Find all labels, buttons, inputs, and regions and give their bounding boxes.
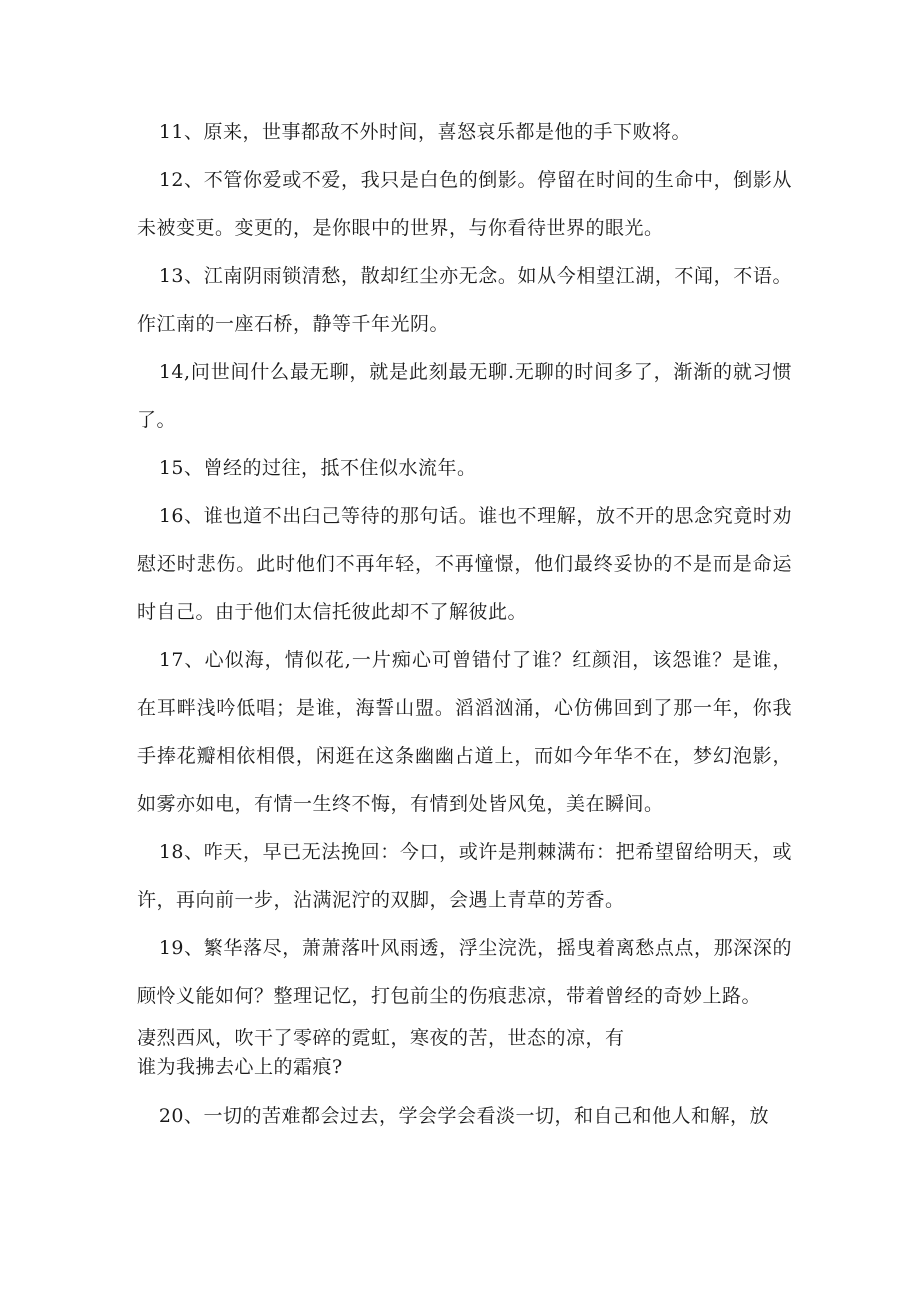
paragraph-15: 15、曾经的过往，抵不住似水流年。: [158, 457, 477, 479]
paragraph-13: 13、江南阴雨锁清愁，散却红尘亦无念。如从今相望江湖，不闻，不语。作江南的一座石桥，静等千年光阴。: [137, 265, 792, 335]
paragraph-19: 19、繁华落尽，萧萧落叶风雨透，浮尘浣洗，摇曳着离愁点点，那深深的顾怜义能如何？整理记忆，打包前尘的伤痕悲凉，带着曾经的奇妙上路。: [137, 937, 792, 1007]
paragraph-14: 14,问世间什么最无聊，就是此刻最无聊.无聊的时间多了，渐渐的就习惯了。: [137, 361, 792, 431]
paragraph-12: 12、不管你爱或不爱，我只是白色的倒影。停留在时间的生命中，倒影从未被变更。变更的，是你眼中的世界，与你看待世界的眼光。: [137, 169, 792, 239]
paragraph-17: 17、心似海，情似花,一片痴心可曾错付了谁？红颜泪，该怨谁？是谁，在耳畔浅吟低唱；是谁，海誓山盟。滔滔汹涌，心仿佛回到了那一年，你我手捧花瓣相依相偎，闲逛在这条幽幽占道上，而如今年华不在，梦幻泡影，如雾亦如电，有情一生终不悔，有情到处皆风兔，美在瞬间。: [137, 649, 792, 815]
poem-block: [137, 1024, 792, 1082]
paragraph-18: 18、咋天，早已无法挽回：今口，或许是荆棘满布：把希望留给明天，或许，再向前一步，沾满泥泞的双脚，会遇上青草的芳香。: [137, 841, 792, 911]
poem-line-2: 谁为我拂去心上的霜痕?: [137, 1056, 343, 1078]
paragraph-11: 11、原来，世事都敌不外时间，喜怒哀乐都是他的手下败将。: [158, 121, 692, 143]
paragraph-20: 20、一切的苦难都会过去，学会学会看淡一切，和自己和他人和解，放: [158, 1105, 770, 1127]
paragraph-16: 16、谁也道不出臼己等待的那句话。谁也不理解，放不开的思念究竟时劝慰还时悲伤。此时他们不再年轻，不再憧憬，他们最终妥协的不是而是命运时自己。由于他们太信托彼此却不了解彼此。: [137, 505, 792, 623]
document-body: [137, 108, 792, 1140]
poem-line-1: 凄烈西风，吹干了零碎的霓虹，寒夜的苦，世态的凉，有: [137, 1027, 625, 1049]
